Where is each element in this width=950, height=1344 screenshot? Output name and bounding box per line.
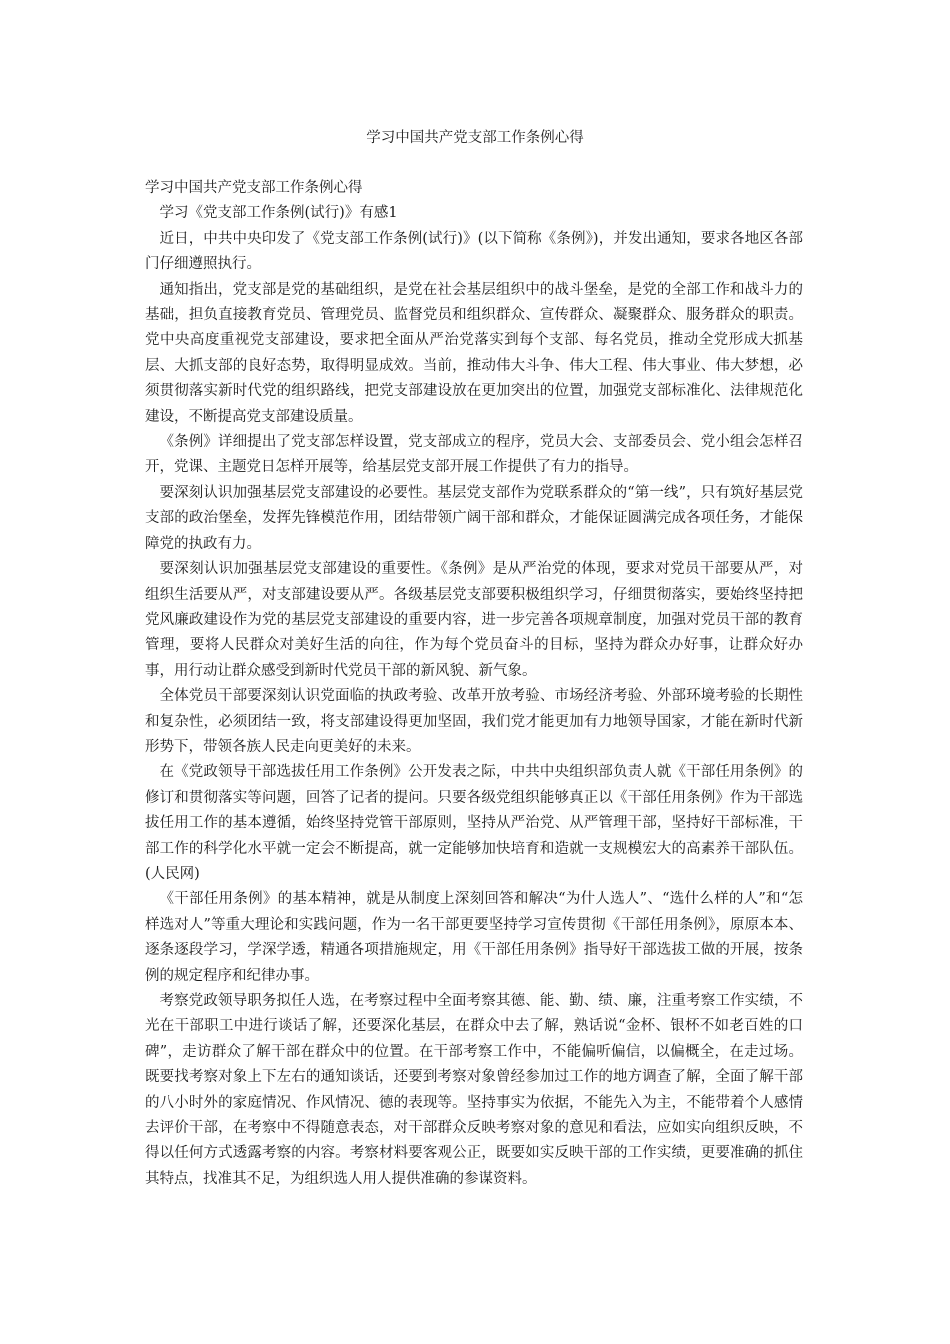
paragraph: 要深刻认识加强基层党支部建设的必要性。基层党支部作为党联系群众的“第一线”，只有筑好基层党支部的政治堡垒，发挥先锋模范作用，团结带领广阔干部和群众，才能保证圆满完成各项任务，才能保障党的执政有力。 (145, 484, 803, 552)
paragraph: 《干部任用条例》的基本精神，就是从制度上深刻回答和解决“为什人选人”、“选什么样的人”和“怎样选对人”等重大理论和实践问题，作为一名干部更要坚持学习宣传贯彻《干部任用条例》，原原本本、逐条逐段学习，学深学透，精通各项措施规定，用《干部任用条例》指导好干部选拔工做的开展，按条例的规定程序和纪律办事。 (145, 891, 803, 984)
document-title: 学习中国共产党支部工作条例心得 (366, 130, 584, 146)
paragraph: 通知指出，党支部是党的基础组织，是党在社会基层组织中的战斗堡垒，是党的全部工作和战斗力的基础，担负直接教育党员、管理党员、监督党员和组织群众、宣传群众、凝聚群众、服务群众的职责。党中央高度重视党支部建设，要求把全面从严治党落实到每个支部、每名党员，推动全党形成大抓基层、大抓支部的良好态势，取得明显成效。当前，推动伟大斗争、伟大工程、伟大事业、伟大梦想，必须贯彻落实新时代党的组织路线，把党支部建设放在更加突出的位置，加强党支部标准化、法律规范化建设，不断提高党支部建设质量。 (145, 281, 803, 425)
paragraph: 要深刻认识加强基层党支部建设的重要性。《条例》是从严治党的体现，要求对党员干部要从严，对组织生活要从严，对支部建设要从严。各级基层党支部要积极组织学习，仔细贯彻落实，要始终坚持把党风廉政建设作为党的基层党支部建设的重要内容，进一步完善各项规章制度，加强对党员干部的教育管理，要将人民群众对美好生活的向往，作为每个党员奋斗的目标，坚持为群众办好事，让群众好办事，用行动让群众感受到新时代党员干部的新风貌、新气象。 (145, 561, 803, 679)
document-body (145, 176, 803, 1192)
body-subheading: 学习《党支部工作条例(试行)》有感1 (159, 205, 398, 222)
body-heading: 学习中国共产党支部工作条例心得 (145, 180, 363, 196)
paragraph: 考察党政领导职务拟任人选，在考察过程中全面考察其德、能、勤、绩、廉，注重考察工作实绩，不光在干部职工中进行谈话了解，还要深化基层，在群众中去了解，熟话说“金杯、银杯不如老百姓的口碑”，走访群众了解干部在群众中的位置。在干部考察工作中，不能偏听偏信，以偏概全，在走过场。既要找考察对象上下左右的通知谈话，还要到考察对象曾经参加过工作的地方调查了解，全面了解干部的八小时外的家庭情况、作风情况、德的表现等。坚持事实为依据，不能先入为主，不能带着个人感情去评价干部，在考察中不得随意表态，对干部群众反映考察对象的意见和看法，应如实向组织反映，不得以任何方式透露考察的内容。考察材料要客观公正，既要如实反映干部的工作实绩，更要准确的抓住其特点，找准其不足，为组织选人用人提供准确的参谋资料。 (145, 993, 803, 1187)
paragraph: 近日，中共中央印发了《党支部工作条例(试行)》(以下简称《条例》)，并发出通知，要求各地区各部门仔细遵照执行。 (145, 230, 803, 273)
paragraph: 《条例》详细提出了党支部怎样设置，党支部成立的程序，党员大会、支部委员会、党小组会怎样召开，党课、主题党日怎样开展等，给基层党支部开展工作提供了有力的指导。 (145, 434, 803, 476)
paragraph: 在《党政领导干部选拔任用工作条例》公开发表之际，中共中央组织部负责人就《干部任用条例》的修订和贯彻落实等问题，回答了记者的提问。只要各级党组织能够真正以《干部任用条例》作为干部选拔任用工作的基本遵循，始终坚持党管干部原则，坚持从严治党、从严管理干部，坚持好干部标准，干部工作的科学化水平就一定会不断提高，就一定能够加快培育和造就一支规模宏大的高素养干部队伍。(人民网) (145, 764, 803, 882)
paragraph: 全体党员干部要深刻认识党面临的执政考验、改革开放考验、市场经济考验、外部环境考验的长期性和复杂性，必须团结一致，将支部建设得更加坚固，我们党才能更加有力地领导国家，才能在新时代新形势下，带领各族人民走向更美好的未来。 (145, 688, 803, 755)
